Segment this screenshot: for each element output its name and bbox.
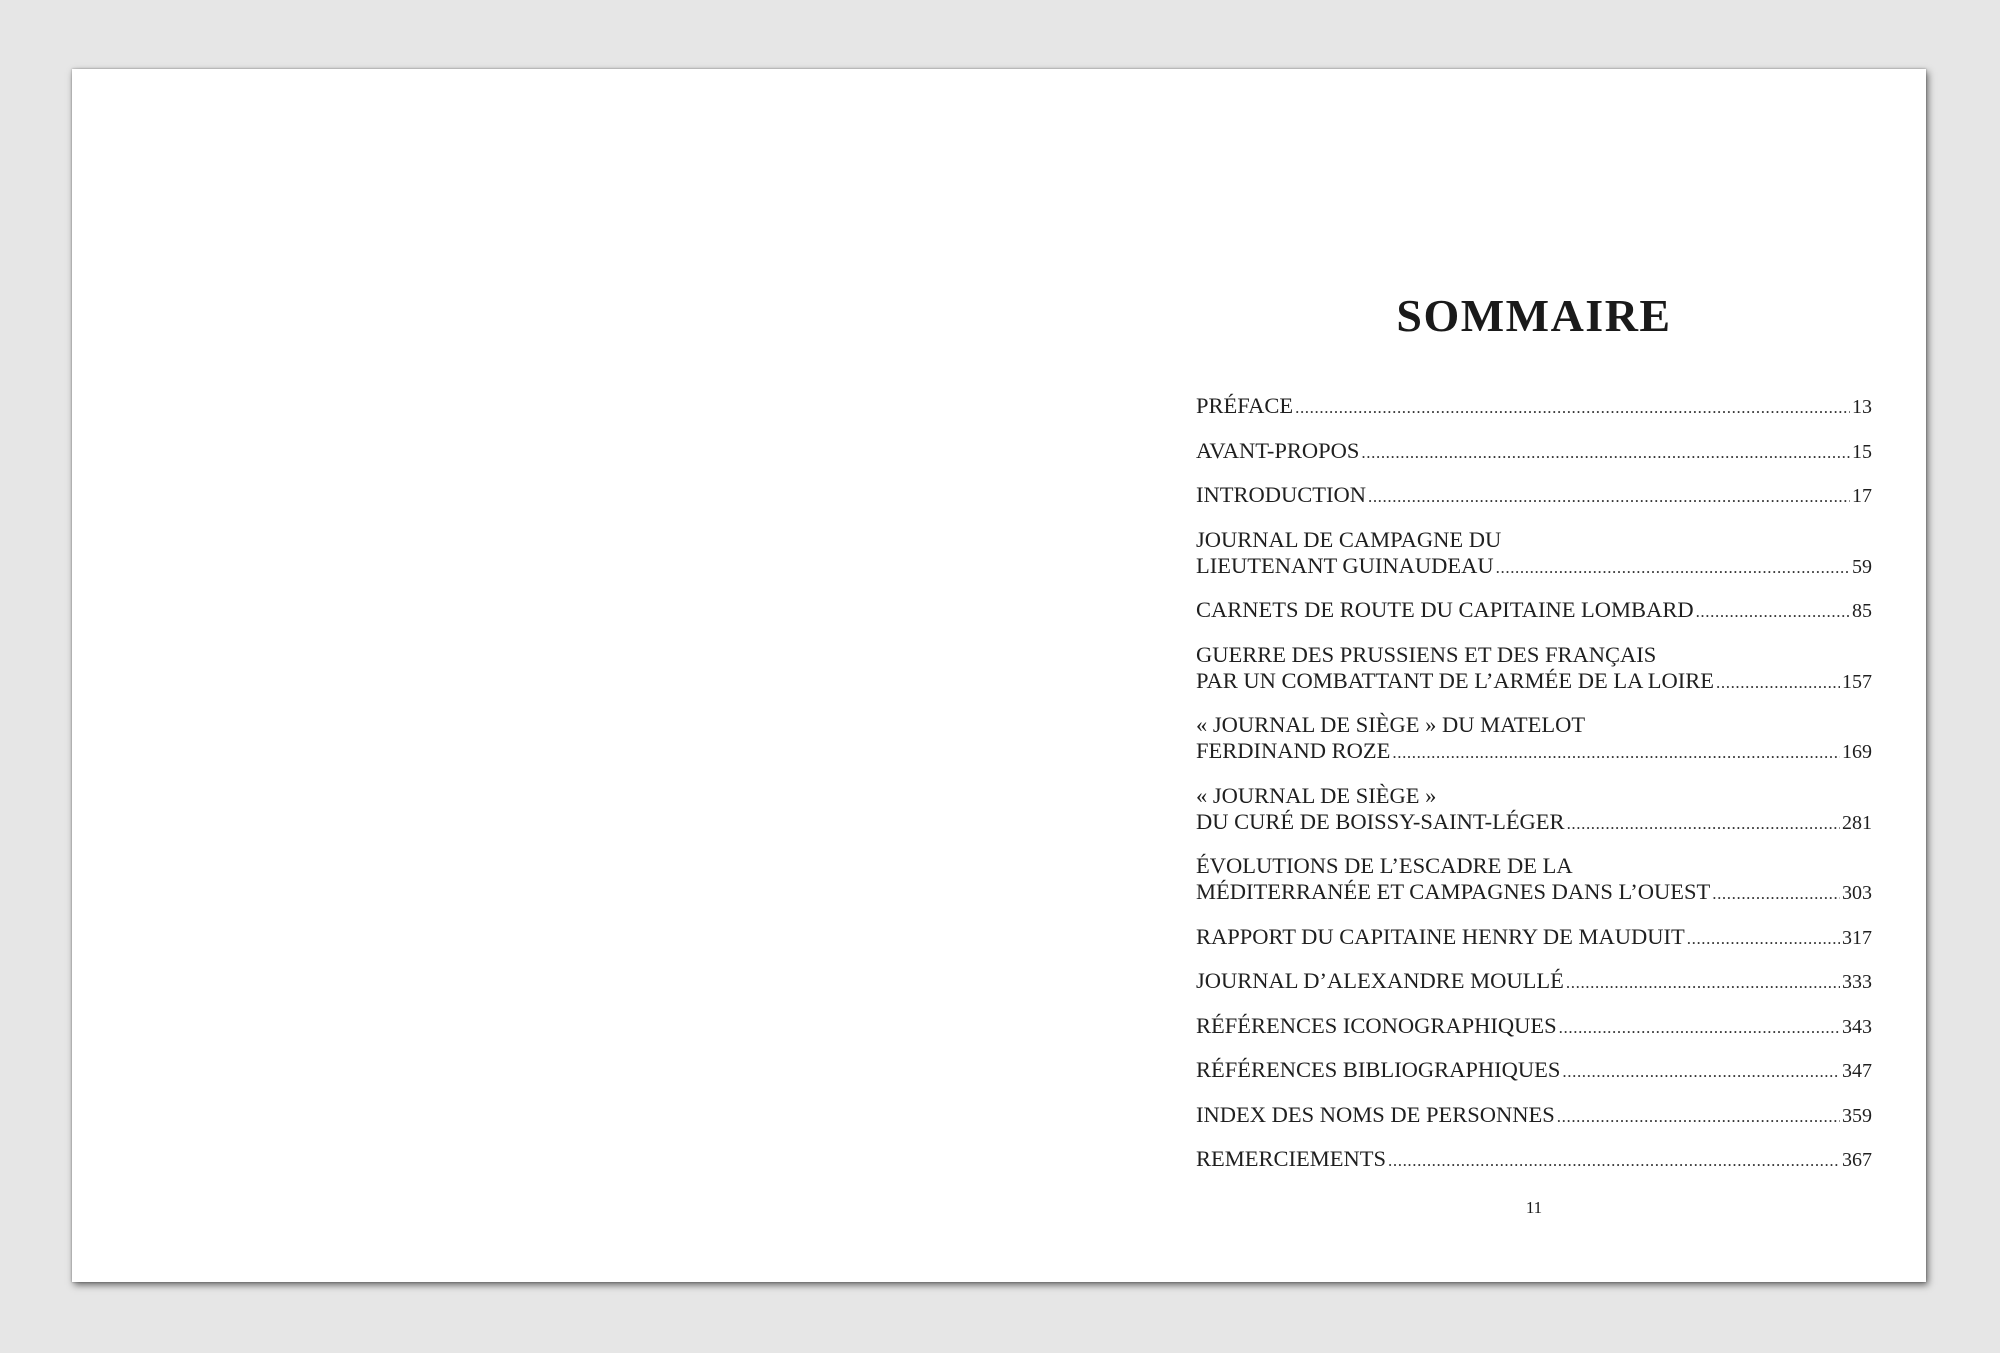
- toc-entry-cure: [1196, 783, 1872, 837]
- toc-entry-title: PAR UN COMBATTANT DE L’ARMÉE DE LA LOIRE: [1196, 667, 1715, 693]
- toc-page-number: 17: [1852, 485, 1872, 507]
- toc-page-number: 303: [1842, 882, 1872, 904]
- dot-leader: [1687, 926, 1840, 952]
- toc-entry-title-line1: « JOURNAL DE SIÈGE »: [1196, 782, 1437, 808]
- toc-entry-title-line1: JOURNAL DE CAMPAGNE DU: [1196, 526, 1502, 552]
- toc-entry-title: CARNETS DE ROUTE DU CAPITAINE LOMBARD: [1196, 597, 1694, 622]
- toc-entry-lombard: [1196, 597, 1872, 625]
- toc-entry-title: RAPPORT DU CAPITAINE HENRY DE MAUDUIT: [1196, 923, 1685, 949]
- toc-entry-title-line1: GUERRE DES PRUSSIENS ET DES FRANÇAIS: [1196, 641, 1657, 667]
- toc-page-number: 347: [1842, 1060, 1872, 1082]
- toc-entry-title: AVANT-PROPOS: [1196, 437, 1360, 463]
- toc-entry-remerciements: [1196, 1146, 1872, 1174]
- toc-entry-escadre: [1196, 853, 1872, 907]
- book-spread: [72, 69, 1926, 1282]
- toc-entry-title: INTRODUCTION: [1196, 482, 1366, 507]
- toc-entry-title-line1: « JOURNAL DE SIÈGE » DU MATELOT: [1196, 712, 1586, 737]
- toc-page-number: 169: [1842, 741, 1872, 763]
- table-of-contents: [1196, 393, 1872, 1191]
- toc-entry-guinaudeau: [1196, 527, 1872, 581]
- dot-leader: [1496, 555, 1850, 581]
- toc-page-number: 317: [1842, 926, 1872, 949]
- dot-leader: [1557, 1104, 1840, 1130]
- dot-leader: [1712, 881, 1840, 907]
- left-page-blank: [72, 69, 999, 1282]
- dot-leader: [1562, 1059, 1840, 1085]
- toc-entry-avant-propos: [1196, 438, 1872, 466]
- toc-entry-title: LIEUTENANT GUINAUDEAU: [1196, 552, 1494, 578]
- toc-page-number: 367: [1842, 1149, 1872, 1171]
- dot-leader: [1716, 670, 1840, 696]
- toc-entry-title: PRÉFACE: [1196, 393, 1294, 418]
- toc-entry-mauduit: [1196, 924, 1872, 952]
- dot-leader: [1696, 599, 1850, 625]
- toc-page-number: 157: [1842, 670, 1872, 693]
- dot-leader: [1388, 1148, 1840, 1174]
- toc-entry-matelot: [1196, 712, 1872, 766]
- toc-entry-title-line1: ÉVOLUTIONS DE L’ESCADRE DE LA: [1196, 853, 1573, 878]
- dot-leader: [1566, 970, 1840, 996]
- toc-entry-title: DU CURÉ DE BOISSY-SAINT-LÉGER: [1196, 808, 1565, 834]
- dot-leader: [1392, 740, 1840, 766]
- toc-page-number: 359: [1842, 1104, 1872, 1127]
- toc-entry-moulle: [1196, 968, 1872, 996]
- toc-entry-bibliographiques: [1196, 1057, 1872, 1085]
- toc-entry-title: MÉDITERRANÉE ET CAMPAGNES DANS L’OUEST: [1196, 879, 1711, 904]
- toc-entry-title: FERDINAND ROZE: [1196, 738, 1391, 763]
- toc-entry-title: RÉFÉRENCES BIBLIOGRAPHIQUES: [1196, 1057, 1561, 1082]
- dot-leader: [1368, 484, 1850, 510]
- dot-leader: [1567, 811, 1840, 837]
- dot-leader: [1295, 395, 1850, 421]
- toc-entry-guerre: [1196, 642, 1872, 696]
- toc-entry-title: INDEX DES NOMS DE PERSONNES: [1196, 1101, 1555, 1127]
- folio-page-number: 11: [1525, 1198, 1543, 1217]
- page-title: SOMMAIRE: [1396, 290, 1672, 341]
- toc-entry-title: REMERCIEMENTS: [1196, 1146, 1387, 1171]
- toc-page-number: 15: [1852, 440, 1872, 463]
- right-page: [999, 69, 1926, 1282]
- toc-page-number: 13: [1852, 396, 1872, 418]
- dot-leader: [1361, 440, 1850, 466]
- toc-entry-preface: [1196, 393, 1872, 421]
- toc-entry-index: [1196, 1102, 1872, 1130]
- toc-page-number: 281: [1842, 811, 1872, 834]
- toc-entry-iconographiques: [1196, 1013, 1872, 1041]
- toc-entry-title: JOURNAL D’ALEXANDRE MOULLÉ: [1196, 968, 1564, 993]
- toc-page-number: 333: [1842, 971, 1872, 993]
- toc-page-number: 85: [1852, 600, 1872, 622]
- toc-entry-title: RÉFÉRENCES ICONOGRAPHIQUES: [1196, 1012, 1557, 1038]
- toc-entry-introduction: [1196, 482, 1872, 510]
- toc-page-number: 343: [1842, 1015, 1872, 1038]
- toc-page-number: 59: [1852, 555, 1872, 578]
- dot-leader: [1559, 1015, 1840, 1041]
